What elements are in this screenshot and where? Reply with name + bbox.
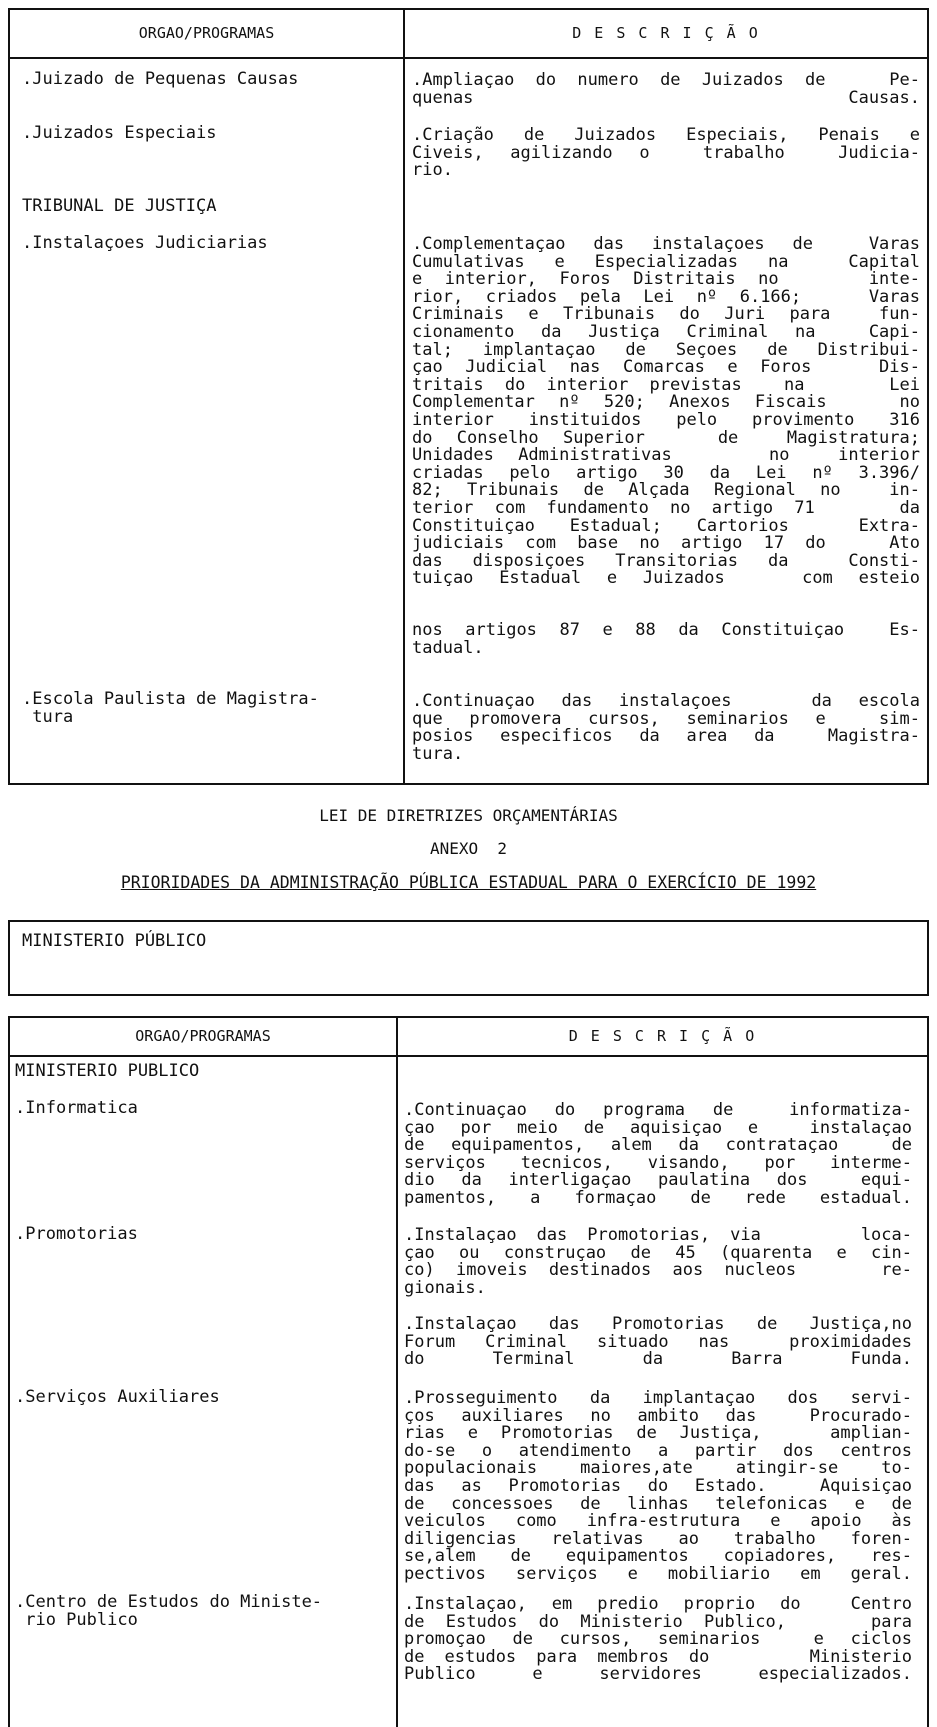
bottom-table-column-divider (396, 1016, 398, 1727)
top-header-description: D E S C R I Ç Ã O (572, 24, 760, 42)
description-instalacoes-judiciarias-tail: nos artigos 87 e 88 da Constituiçao Es- tadual. (412, 620, 920, 658)
program-informatica: .Informatica (15, 1098, 138, 1118)
top-table-column-divider (403, 8, 405, 785)
bottom-header-description: D E S C R I Ç Ã O (568, 1027, 757, 1045)
org-box-label: MINISTERIO PÚBLICO (22, 931, 207, 951)
program-instalacoes-judiciarias: .Instalaçoes Judiciarias (22, 233, 268, 253)
program-juizados-especiais: .Juizados Especiais (22, 123, 217, 143)
top-table-header-divider (8, 57, 929, 59)
program-servicos-auxiliares: .Serviços Auxiliares (15, 1387, 220, 1407)
description-juizados-especiais: .Criação de Juizados Especiais, Penais e Civeis, agilizando o trabalho Judicia- rio. (412, 125, 920, 181)
section-ministerio-publico: MINISTERIO PUBLICO (15, 1061, 200, 1081)
description-juizado-pequenas-causas: .Ampliaçao do numero de Juizados de Pe- quenas Causas. (412, 70, 920, 108)
description-servicos-auxiliares: .Prosseguimento da implantaçao dos servi- ços auxiliares no ambito das Procurado- rias e Promotorias de Justiça, amplian- do-se o atendimento a partir dos centros populacionais maiores,ate atingir-se to- das as Promotorias do Estado. Aquisiçao de concessoes de linhas telefonicas e de veiculos como infra-estrutura e apoio às diligencias relativas ao trabalho foren- se,alem de equipamentos copiadores, res- pectivos serviços e mobiliario em geral. (404, 1388, 912, 1584)
section-tribunal-de-justica: TRIBUNAL DE JUSTIÇA (22, 196, 217, 216)
heading-lei-diretrizes: LEI DE DIRETRIZES ORÇAMENTÁRIAS (319, 806, 618, 825)
heading-anexo: ANEXO 2 (429, 839, 508, 858)
program-centro-de-estudos: .Centro de Estudos do Ministe- rio Publico (15, 1592, 323, 1630)
program-promotorias: .Promotorias (15, 1224, 138, 1244)
description-instalacoes-judiciarias: .Complementaçao das instalaçoes de Varas Cumulativas e Especializadas na Capital e interior, Foros Distritais no inte- rior, criados pela Lei nº 6.166; Varas Criminais e Tribunais do Juri para fun- cionamento da Justiça Criminal na Capi- tal; implantaçao de Seçoes de Distribui- çao Judicial nas Comarcas e Foros Dis- tritais do interior previstas na Lei Complementar nº 520; Anexos Fiscais no interior instituidos pelo provimento 316 do Conselho Superior de Magistratura; Unidades Administrativas no interior criadas pelo artigo 30 da Lei nº 3.396/ 82; Tribunais de Alçada Regional no in- terior com fundamento no artigo 71 da Constituiçao Estadual; Cartorios Extra- judiciais com base no artigo 17 do Ato das disposiçoes Transitorias da Consti- tuiçao Estadual e Juizados com esteio (412, 234, 920, 589)
description-informatica: .Continuaçao do programa de informatiza- çao por meio de aquisiçao e instalaçao de equipamentos, alem da contrataçao de serviços tecnicos, visando, por interme- dio da interligaçao paulatina dos equi- pamentos, a formaçao de rede estadual. (404, 1100, 912, 1208)
bottom-table-header-divider (8, 1055, 929, 1057)
description-promotorias: .Instalaçao das Promotorias, via loca- çao ou construçao de 45 (quarenta e cin- co) imoveis destinados aos nucleos re- gionais. (404, 1225, 912, 1298)
bottom-header-programs: ORGAO/PROGRAMAS (135, 1027, 271, 1045)
description-centro-de-estudos: .Instalaçao, em predio proprio do Centro de Estudos do Ministerio Publico, para promoçao de cursos, seminarios e ciclos de estudos para membros do Ministerio Publico e servidores especializados. (404, 1594, 912, 1685)
top-header-programs: ORGAO/PROGRAMAS (138, 24, 275, 42)
program-juizado-pequenas-causas: .Juizado de Pequenas Causas (22, 69, 299, 89)
program-escola-paulista: .Escola Paulista de Magistra- tura (22, 689, 319, 727)
description-promotorias-forum: .Instalaçao das Promotorias de Justiça,no Forum Criminal situado nas proximidades do Terminal da Barra Funda. (404, 1314, 912, 1370)
heading-prioridades: PRIORIDADES DA ADMINISTRAÇÃO PÚBLICA ESTADUAL PARA O EXERCÍCIO DE 1992 (120, 873, 817, 892)
description-escola-paulista: .Continuaçao das instalaçoes da escola que promovera cursos, seminarios e sim- posios especificos da area da Magistra- tura. (412, 691, 920, 764)
